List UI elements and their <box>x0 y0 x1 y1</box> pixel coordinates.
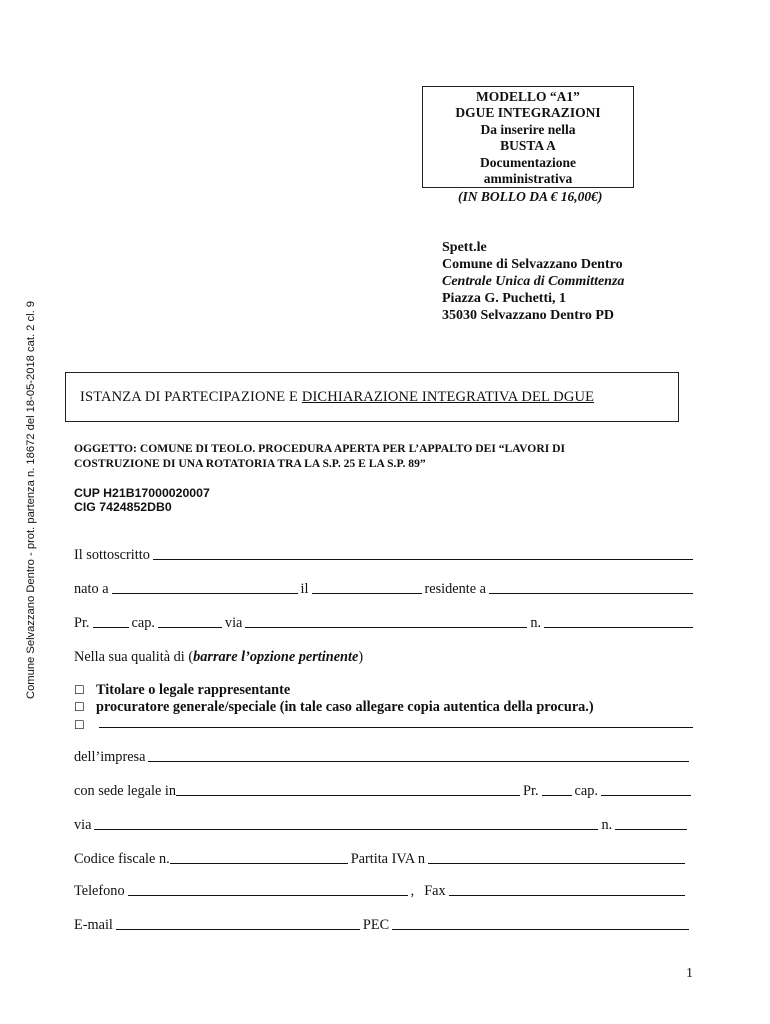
label-sede-cap: cap. <box>574 783 598 799</box>
modello-line-4: BUSTA A <box>500 138 556 153</box>
modello-line-1: MODELLO “A1” <box>476 89 580 104</box>
field-sede-cap[interactable] <box>601 795 691 796</box>
field-telefono[interactable] <box>128 895 408 896</box>
label-sede-n: n. <box>601 817 613 833</box>
label-telefono: Telefono <box>74 883 125 899</box>
label-nato-a: nato a <box>74 581 109 597</box>
label-sede-pr: Pr. <box>523 783 539 799</box>
label-pr: Pr. <box>74 615 90 631</box>
option-procuratore-label: procuratore generale/speciale (in tale caso allegare copia autentica della procura.) <box>96 699 594 715</box>
checkbox-procuratore[interactable]: ☐ <box>74 700 85 714</box>
option-altro <box>74 714 696 732</box>
label-cap: cap. <box>131 615 155 631</box>
field-sede-numero[interactable] <box>615 829 687 830</box>
checkbox-altro[interactable]: ☐ <box>74 718 85 732</box>
label-qualita <box>74 649 363 666</box>
cig-code: CIG 7424852DB0 <box>74 500 172 514</box>
form-row-sottoscritto <box>74 546 696 564</box>
form-row-sede <box>74 782 694 800</box>
form-row-impresa <box>74 748 692 766</box>
form-row-qualita <box>74 648 696 666</box>
field-codice-fiscale[interactable] <box>170 863 348 864</box>
field-altro[interactable] <box>99 727 693 728</box>
label-residente-a: residente a <box>424 581 487 597</box>
title-box <box>65 372 679 422</box>
label-codice-fiscale: Codice fiscale n. <box>74 851 170 867</box>
document-title <box>80 389 594 406</box>
form-row-sede-via <box>74 816 690 834</box>
qualita-suffix: ) <box>358 649 364 665</box>
field-sede-pr[interactable] <box>542 795 572 796</box>
field-pr[interactable] <box>93 627 129 628</box>
oggetto-line-2: COSTRUZIONE DI UNA ROTATORIA TRA LA S.P. 25 E LA S.P. 89” <box>74 457 426 470</box>
field-sottoscritto[interactable] <box>153 559 693 560</box>
label-n: n. <box>530 615 542 631</box>
option-titolare-label: Titolare o legale rappresentante <box>96 682 291 698</box>
modello-line-2: DGUE INTEGRAZIONI <box>455 105 601 120</box>
modello-header-box <box>422 86 634 188</box>
form-row-indirizzo <box>74 614 696 632</box>
label-pec: PEC <box>362 917 390 933</box>
page-number: 1 <box>686 966 693 981</box>
option-titolare <box>74 682 290 699</box>
form-row-fiscale <box>74 850 688 868</box>
form-row-nascita <box>74 580 696 598</box>
label-sede-via: via <box>74 817 92 833</box>
recipient-name: Comune di Selvazzano Dentro <box>442 257 623 272</box>
field-sede-via[interactable] <box>94 829 598 830</box>
field-numero[interactable] <box>544 627 693 628</box>
label-comma: , <box>410 883 415 899</box>
field-impresa[interactable] <box>148 761 689 762</box>
field-nato-a[interactable] <box>112 593 298 594</box>
label-via: via <box>224 615 243 631</box>
field-partita-iva[interactable] <box>428 863 685 864</box>
recipient-salutation: Spett.le <box>442 240 487 255</box>
field-via[interactable] <box>245 627 527 628</box>
field-residente-a[interactable] <box>489 593 693 594</box>
title-prefix: ISTANZA DI PARTECIPAZIONE E <box>80 389 302 405</box>
label-fax: Fax <box>424 883 446 899</box>
form-row-contatti <box>74 882 688 900</box>
recipient-city: 35030 Selvazzano Dentro PD <box>442 308 614 323</box>
modello-line-3: Da inserire nella <box>480 122 576 137</box>
field-cap[interactable] <box>158 627 222 628</box>
label-impresa: dell’impresa <box>74 749 146 765</box>
recipient-office: Centrale Unica di Committenza <box>442 274 625 289</box>
qualita-emphasis: barrare l’opzione pertinente <box>193 649 359 665</box>
checkbox-titolare[interactable]: ☐ <box>74 683 85 697</box>
label-partita-iva: Partita IVA n <box>350 851 426 867</box>
oggetto-line-1: OGGETTO: COMUNE DI TEOLO. PROCEDURA APERTA PER L’APPALTO DEI “LAVORI DI <box>74 442 565 455</box>
form-row-email <box>74 916 692 934</box>
field-pec[interactable] <box>392 929 689 930</box>
field-email[interactable] <box>116 929 360 930</box>
modello-line-6: amministrativa <box>483 171 573 186</box>
field-fax[interactable] <box>449 895 685 896</box>
qualita-prefix: Nella sua qualità di ( <box>74 649 194 665</box>
cup-code: CUP H21B17000020007 <box>74 486 210 500</box>
protocol-side-stamp: Comune Selvazzano Dentro - prot. partenza n. 18672 del 18-05-2018 cat. 2 cl. 9 <box>25 300 37 700</box>
recipient-street: Piazza G. Puchetti, 1 <box>442 291 567 306</box>
modello-line-5: Documentazione <box>480 155 576 170</box>
title-underlined: DICHIARAZIONE INTEGRATIVA DEL DGUE <box>301 389 595 405</box>
label-email: E-mail <box>74 917 113 933</box>
label-il: il <box>300 581 309 597</box>
label-sede-legale: con sede legale in <box>74 783 177 799</box>
field-sede-legale[interactable] <box>176 795 520 796</box>
label-sottoscritto: Il sottoscritto <box>74 547 150 563</box>
bollo-note: (IN BOLLO DA € 16,00€) <box>458 189 603 204</box>
field-data-nascita[interactable] <box>312 593 422 594</box>
